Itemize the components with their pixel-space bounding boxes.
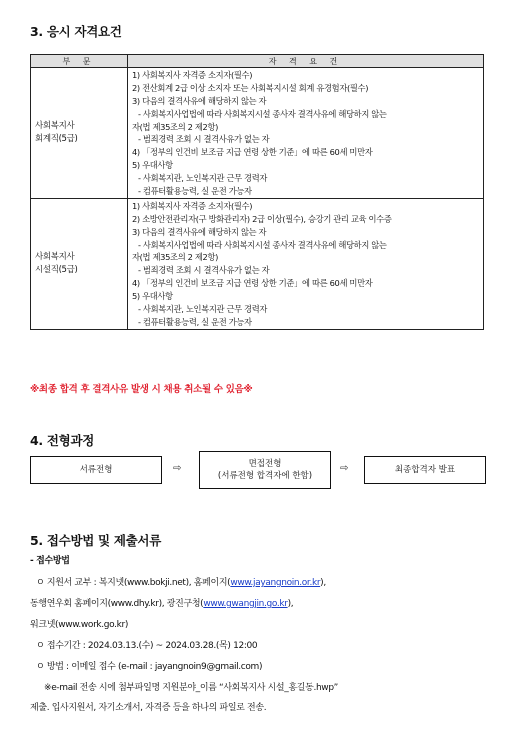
gwangjin-link[interactable]: www.gwangjin.go.kr: [203, 599, 288, 609]
requirement-line: 1) 사회복지사 자격증 소지자(필수): [132, 70, 253, 80]
table-header-row: [31, 55, 484, 68]
application-method: ㅇ 방법 : 이메일 접수 (e-mail : jayangnoin9@gmail.com): [36, 662, 263, 672]
text: ㅇ 지원서 교부 : 복지넷(www.bokji.net), 홈페이지(: [36, 578, 231, 588]
application-form-line-2: [30, 596, 293, 609]
header-requirements: 자 격 요 건: [128, 55, 484, 68]
requirement-line: 2) 소방안전관리자(구 방화관리자) 2급 이상(필수), 승강기 관리 교육 이수증: [132, 213, 392, 224]
table-row: [31, 198, 484, 329]
requirement-line: 4) 「정부의 인건비 보조금 지급 연령 상한 기준」에 따른 60세 미만자: [132, 278, 373, 289]
application-form-line: [36, 575, 326, 588]
step-label: 최종합격자 발표: [394, 465, 456, 475]
step-label: 서류전형: [79, 465, 113, 475]
section-4-title: 4. 전형과정: [30, 433, 94, 448]
application-period: ㅇ 접수기간 : 2024.03.13.(수) ~ 2024.03.28.(목) 12:00: [36, 641, 258, 651]
requirement-line: - 컴퓨터활용능력, 실 운전 가능자: [138, 316, 252, 327]
requirement-line: 자(법 제35조의 2 제2항): [132, 252, 219, 263]
requirement-line: - 범죄경력 조회 시 결격사유가 없는 자: [138, 134, 270, 145]
requirement-line: - 사회복지관, 노인복지관 근무 경력자: [138, 173, 268, 184]
requirement-line: 3) 다음의 결격사유에 해당하지 않는 자: [132, 226, 267, 237]
requirement-line: - 컴퓨터활용능력, 실 운전 가능자: [138, 186, 252, 197]
category-grade: 회계직(5급): [35, 133, 78, 144]
section-5-title: 5. 접수방법 및 제출서류: [30, 533, 161, 548]
requirement-line: 1) 사회복지사 자격증 소지자(필수): [132, 200, 253, 211]
category-name: 사회복지사: [35, 120, 75, 131]
category-name: 사회복지사: [35, 251, 75, 262]
requirement-line: 자(법 제35조의 2 제2항): [132, 121, 219, 132]
table-row: [31, 68, 484, 199]
requirement-line: 5) 우대사항: [132, 291, 173, 302]
category-grade: 시설직(5급): [35, 264, 78, 275]
application-method-subtitle: - 접수방법: [30, 556, 70, 566]
text: ),: [287, 599, 294, 609]
requirement-line: 4) 「정부의 인건비 보조금 지급 연령 상한 기준」에 따른 60세 미만자: [132, 147, 373, 158]
email-note: ※e-mail 전송 시에 첨부파일명 지원분야_이름 “사회복지사 시설_홍길동.hwp”: [44, 683, 338, 693]
step-label: 면접전형: [248, 459, 282, 469]
text: 동행연우회 홈페이지(www.dhy.kr), 광진구청(: [30, 599, 204, 609]
email-note-2: 제출. 입사지원서, 자기소개서, 자격증 등을 하나의 파일로 전송.: [30, 703, 267, 713]
homepage-link[interactable]: www.jayangnoin.or.kr: [230, 578, 321, 588]
requirement-line: - 사회복지관, 노인복지관 근무 경력자: [138, 304, 268, 315]
requirements-cell: [128, 68, 484, 199]
section-3-title: 3. 응시 자격요건: [30, 24, 122, 39]
requirement-line: - 사회복지사업법에 따라 사회복지시설 종사자 결격사유에 해당하지 않는: [138, 108, 387, 119]
step-final-announcement: [364, 456, 486, 484]
disqualification-warning: ※최종 합격 후 결격사유 발생 시 채용 취소될 수 있음※: [30, 384, 253, 395]
step-interview: [199, 451, 331, 489]
text: ),: [320, 578, 326, 588]
arrow-icon: ⇨: [340, 463, 349, 474]
requirement-line: - 범죄경력 조회 시 결격사유가 없는 자: [138, 265, 270, 276]
step-document-screening: [30, 456, 162, 484]
requirement-line: 5) 우대사항: [132, 160, 173, 171]
category-cell: [31, 68, 128, 199]
step-note: (서류전형 합격자에 한함): [217, 471, 313, 481]
requirement-line: 3) 다음의 결격사유에 해당하지 않는 자: [132, 95, 267, 106]
requirements-table: [30, 54, 484, 330]
requirement-line: - 사회복지사업법에 따라 사회복지시설 종사자 결격사유에 해당하지 않는: [138, 239, 387, 250]
worknet-line: 워크넷(www.work.go.kr): [30, 620, 129, 630]
requirements-cell: [128, 198, 484, 329]
category-cell: [31, 198, 128, 329]
arrow-icon: ⇨: [173, 463, 182, 474]
requirement-line: 2) 전산회계 2급 이상 소지자 또는 사회복지시설 회계 유경험자(필수): [132, 82, 369, 93]
header-category: 부 문: [31, 55, 128, 68]
